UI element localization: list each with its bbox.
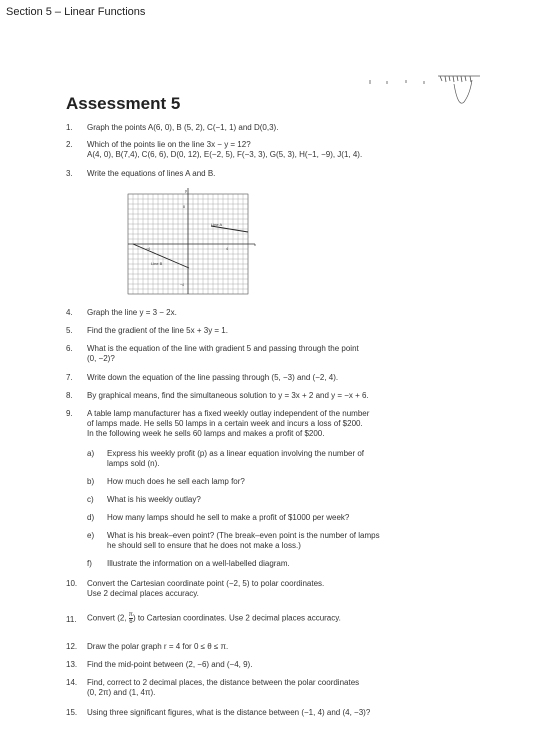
question-text (87, 612, 494, 625)
question-number: 13. (66, 660, 78, 669)
scan-artifact (360, 72, 490, 112)
question-number: 11. (66, 615, 77, 624)
question-number: 6. (66, 344, 73, 353)
question-9 (66, 409, 494, 439)
fraction-denominator: 6 (129, 619, 133, 625)
part-label: e) (87, 531, 95, 540)
question-number: 1. (66, 123, 73, 132)
question-text: What is the equation of the line with gradient 5 and passing through the point (87, 344, 359, 353)
question-text: Graph the line y = 3 − 2x. (87, 308, 177, 317)
question-text: Draw the polar graph r = 4 for 0 ≤ θ ≤ π. (87, 642, 229, 651)
question-text-line2: (0, −2)? (87, 354, 115, 363)
assessment-title: Assessment 5 (66, 94, 181, 113)
question-text-line2: A(4, 0), B(7,4), C(6, 6), D(0, 12), E(−2, 5), F(−3, 3), G(5, 3), H(−1, −9), J(1, 4). (87, 150, 363, 159)
question-number: 5. (66, 326, 73, 335)
question-text: Using three significant figures, what is the distance between (−1, 4) and (4, −3)? (87, 708, 371, 717)
question-number: 10. (66, 579, 78, 588)
question-number: 3. (66, 169, 73, 178)
tick-label-top: 8 (183, 205, 185, 209)
q9-part-b (87, 477, 494, 487)
question-text: Find the gradient of the line 5x + 3y = 1. (87, 326, 228, 335)
q9-part-f (87, 559, 494, 569)
question-number: 8. (66, 391, 73, 400)
q9-part-e (87, 531, 494, 551)
question-5 (66, 326, 494, 336)
question-12 (66, 642, 494, 652)
question-number: 14. (66, 678, 78, 687)
part-label: f) (87, 559, 92, 568)
q9-part-a (87, 449, 494, 469)
question-14 (66, 678, 494, 698)
tick-label-right: 4 (226, 247, 228, 251)
question-text-line2: (0, 2π) and (1, 4π). (87, 688, 156, 697)
part-label: d) (87, 513, 95, 522)
x-axis-label: x (254, 242, 256, 247)
part-text: Illustrate the information on a well-labelled diagram. (107, 559, 290, 568)
question-text-after: ) to Cartesian coordinates. Use 2 decimal places accuracy. (132, 613, 341, 623)
question-text: By graphical means, find the simultaneous solution to y = 3x + 2 and y = −x + 6. (87, 391, 369, 400)
question-text: Find the mid-point between (2, −6) and (−4, 9). (87, 660, 253, 669)
question-1 (66, 123, 494, 133)
question-4 (66, 308, 494, 318)
question-7 (66, 373, 494, 383)
question-2 (66, 140, 494, 160)
fraction-numerator: π (128, 612, 133, 618)
y-axis-label: y (185, 188, 187, 193)
part-text: What is his break–even point? (The break–even point is the number of lamps (107, 531, 380, 540)
question-text: Which of the points lie on the line 3x − y = 12? (87, 140, 251, 149)
question-15 (66, 708, 494, 718)
question-text: Graph the points A(6, 0), B (5, 2), C(−1, 1) and D(0,3). (87, 123, 279, 132)
part-label: c) (87, 495, 94, 504)
question-3 (66, 169, 494, 179)
question-text-line3: In the following week he sells 60 lamps and makes a profit of $200. (87, 429, 325, 438)
part-text-line2: he should sell to ensure that he does not make a loss.) (107, 541, 301, 550)
part-label: a) (87, 449, 95, 458)
question-number: 12. (66, 642, 78, 651)
question-text-line2: of lamps made. He sells 50 lamps in a certain week and incurs a loss of $200. (87, 419, 363, 428)
line-a-label: Line A (211, 222, 223, 227)
part-text-line2: lamps sold (n). (107, 459, 160, 468)
question-11 (66, 612, 494, 625)
question-text-before: Convert (2, (87, 613, 129, 623)
part-label: b) (87, 477, 95, 486)
question-text: Convert the Cartesian coordinate point (−2, 5) to polar coordinates. (87, 579, 325, 588)
question-number: 9. (66, 409, 73, 418)
part-text: How much does he sell each lamp for? (107, 477, 245, 486)
tick-label-bottom: −4 (180, 283, 184, 287)
question-text: Write the equations of lines A and B. (87, 169, 216, 178)
question-10 (66, 579, 494, 599)
line-graph (127, 188, 258, 298)
question-text: Find, correct to 2 decimal places, the distance between the polar coordinates (87, 678, 360, 687)
question-number: 2. (66, 140, 73, 149)
question-text: A table lamp manufacturer has a fixed weekly outlay independent of the number (87, 409, 370, 418)
section-header: Section 5 – Linear Functions (6, 6, 146, 18)
part-text: How many lamps should he sell to make a profit of $1000 per week? (107, 513, 350, 522)
question-number: 7. (66, 373, 73, 382)
question-8 (66, 391, 494, 401)
tick-label-left: −4 (146, 247, 150, 251)
question-number: 4. (66, 308, 73, 317)
q9-part-d (87, 513, 494, 523)
question-text-line2: Use 2 decimal places accuracy. (87, 589, 199, 598)
part-text: Express his weekly profit (p) as a linear equation involving the number of (107, 449, 365, 458)
question-13 (66, 660, 494, 670)
q9-part-c (87, 495, 494, 505)
question-text: Write down the equation of the line passing through (5, −3) and (−2, 4). (87, 373, 339, 382)
question-number: 15. (66, 708, 78, 717)
question-6 (66, 344, 494, 364)
line-b-label: Line B (151, 261, 163, 266)
part-text: What is his weekly outlay? (107, 495, 201, 504)
